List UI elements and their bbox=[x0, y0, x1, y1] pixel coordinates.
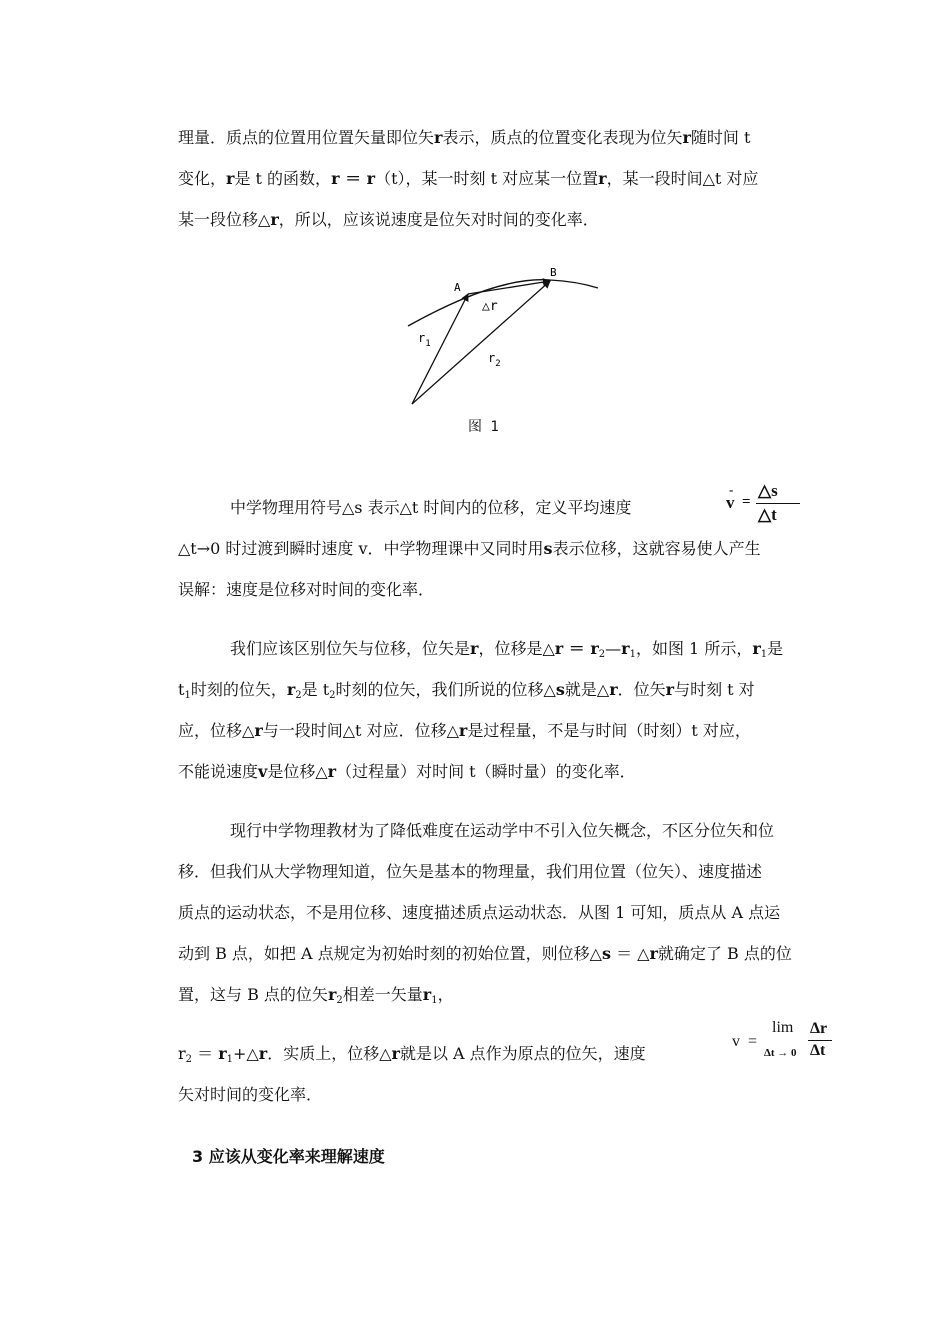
paragraph3-line1: 我们应该区别位矢与位移，位矢是r，位移是△r ＝ $r_2—r_1$，如图 1 所示，$r_1$是 bbox=[230, 639, 784, 660]
formula-denominator: Δt bbox=[810, 1042, 826, 1059]
paragraph2-line2 bbox=[178, 539, 761, 559]
symbol-r: r bbox=[434, 128, 443, 147]
paragraph4-line5: 置，这与 B 点的位矢$r_2$相差一矢量$r_1$， bbox=[178, 985, 454, 1006]
trajectory-curve bbox=[408, 280, 598, 326]
figure-caption: 图 1 bbox=[468, 419, 499, 435]
formula-lim: lim bbox=[772, 1019, 794, 1036]
paragraph1-line1 bbox=[178, 128, 750, 148]
paragraph3-line4: 不能说速度v是位移△r（过程量）对时间 t（瞬时量）的变化率． bbox=[178, 762, 636, 781]
formula-eq: = bbox=[748, 1033, 758, 1050]
symbol-r: r bbox=[598, 169, 607, 188]
formula-denominator: △t bbox=[758, 505, 777, 524]
point-b-label: B bbox=[550, 266, 557, 279]
text: △t→0 时过渡到瞬时速度 v．中学物理课中又同时用 bbox=[178, 539, 544, 558]
paragraph4-line3: 质点的运动状态，不是用位移、速度描述质点运动状态．从图 1 可知，质点从 A 点运 bbox=[178, 903, 781, 922]
paragraph2-line1: 中学物理用符号△s 表示△t 时间内的位移，定义平均速度 bbox=[230, 498, 632, 517]
text: 某一段位移△ bbox=[178, 210, 271, 229]
delta-r-label: △r bbox=[482, 299, 498, 314]
paragraph4-line1: 现行中学物理教材为了降低难度在运动学中不引入位矢概念，不区分位矢和位 bbox=[230, 821, 775, 840]
text: ，所以，应该说速度是位矢对时间的变化率． bbox=[278, 210, 599, 229]
vector-r2 bbox=[412, 281, 550, 404]
formula-numerator: Δr bbox=[810, 1020, 828, 1037]
paragraph4-line6: $r_2$ ＝ $r_1+\triangle r$．实质上，位移△r就是以 A 点作为原点的位矢，速度 bbox=[178, 1044, 646, 1065]
symbol-r: r bbox=[682, 128, 691, 147]
symbol-r: r bbox=[270, 210, 279, 229]
figure-1-diagram bbox=[400, 262, 610, 412]
paragraph1-line3 bbox=[178, 210, 599, 230]
r2-label: $r_2$ bbox=[488, 351, 501, 369]
paragraph3-line2: $t_1$时刻的位矢，$r_2$是 $t_2$时刻的位矢，我们所说的位移△s就是△r．位矢r与时刻 t 对 bbox=[178, 680, 755, 701]
text: 表示，质点的位置变化表现为位矢 bbox=[442, 128, 683, 147]
average-velocity-formula bbox=[724, 480, 804, 530]
formula-eq: = bbox=[742, 494, 751, 510]
paragraph4-line7: 矢对时间的变化率． bbox=[178, 1085, 323, 1104]
paragraph2-line3: 误解：速度是位移对时间的变化率． bbox=[178, 580, 435, 599]
point-a-label: A bbox=[454, 281, 461, 294]
formula-numerator: △s bbox=[758, 481, 778, 500]
text: 变化， bbox=[178, 169, 227, 188]
text: ，某一段时间△t 对应 bbox=[606, 169, 759, 188]
section-heading: 3 应该从变化率来理解速度 bbox=[192, 1147, 385, 1166]
instantaneous-velocity-formula bbox=[730, 1018, 840, 1068]
formula-lim-subscript: Δt → 0 bbox=[764, 1047, 797, 1059]
paragraph1-line2 bbox=[178, 169, 758, 189]
fraction-bar bbox=[756, 503, 800, 504]
symbol-r: r bbox=[226, 169, 235, 188]
text: 理量．质点的位置用位置矢量即位矢 bbox=[178, 128, 435, 147]
paragraph3-line3: 应，位移△r与一段时间△t 对应．位移△r是过程量，不是与时间（时刻）t 对应， bbox=[178, 721, 751, 740]
text: 随时间 t bbox=[690, 128, 751, 147]
paragraph4-line2: 移．但我们从大学物理知道，位矢是基本的物理量，我们用位置（位矢）、速度描述 bbox=[178, 862, 763, 881]
formula-lhs: v bbox=[726, 493, 735, 512]
vector-r1 bbox=[412, 294, 468, 404]
bar: - bbox=[729, 482, 734, 497]
equation-r: r ＝ r bbox=[331, 169, 376, 188]
paragraph4-line4: 动到 B 点，如把 A 点规定为初始时刻的初始位置，则位移△s ＝ △r就确定了 B 点的位 bbox=[178, 944, 792, 963]
text: 是 t 的函数， bbox=[234, 169, 332, 188]
fraction-bar bbox=[808, 1040, 832, 1041]
formula-lhs: v bbox=[732, 1033, 740, 1050]
r1-label: $r_1$ bbox=[418, 331, 431, 349]
symbol-s: s bbox=[543, 539, 553, 558]
text: （t），某一时刻 t 对应某一位置 bbox=[375, 169, 599, 188]
text: 表示位移，这就容易使人产生 bbox=[552, 539, 761, 558]
